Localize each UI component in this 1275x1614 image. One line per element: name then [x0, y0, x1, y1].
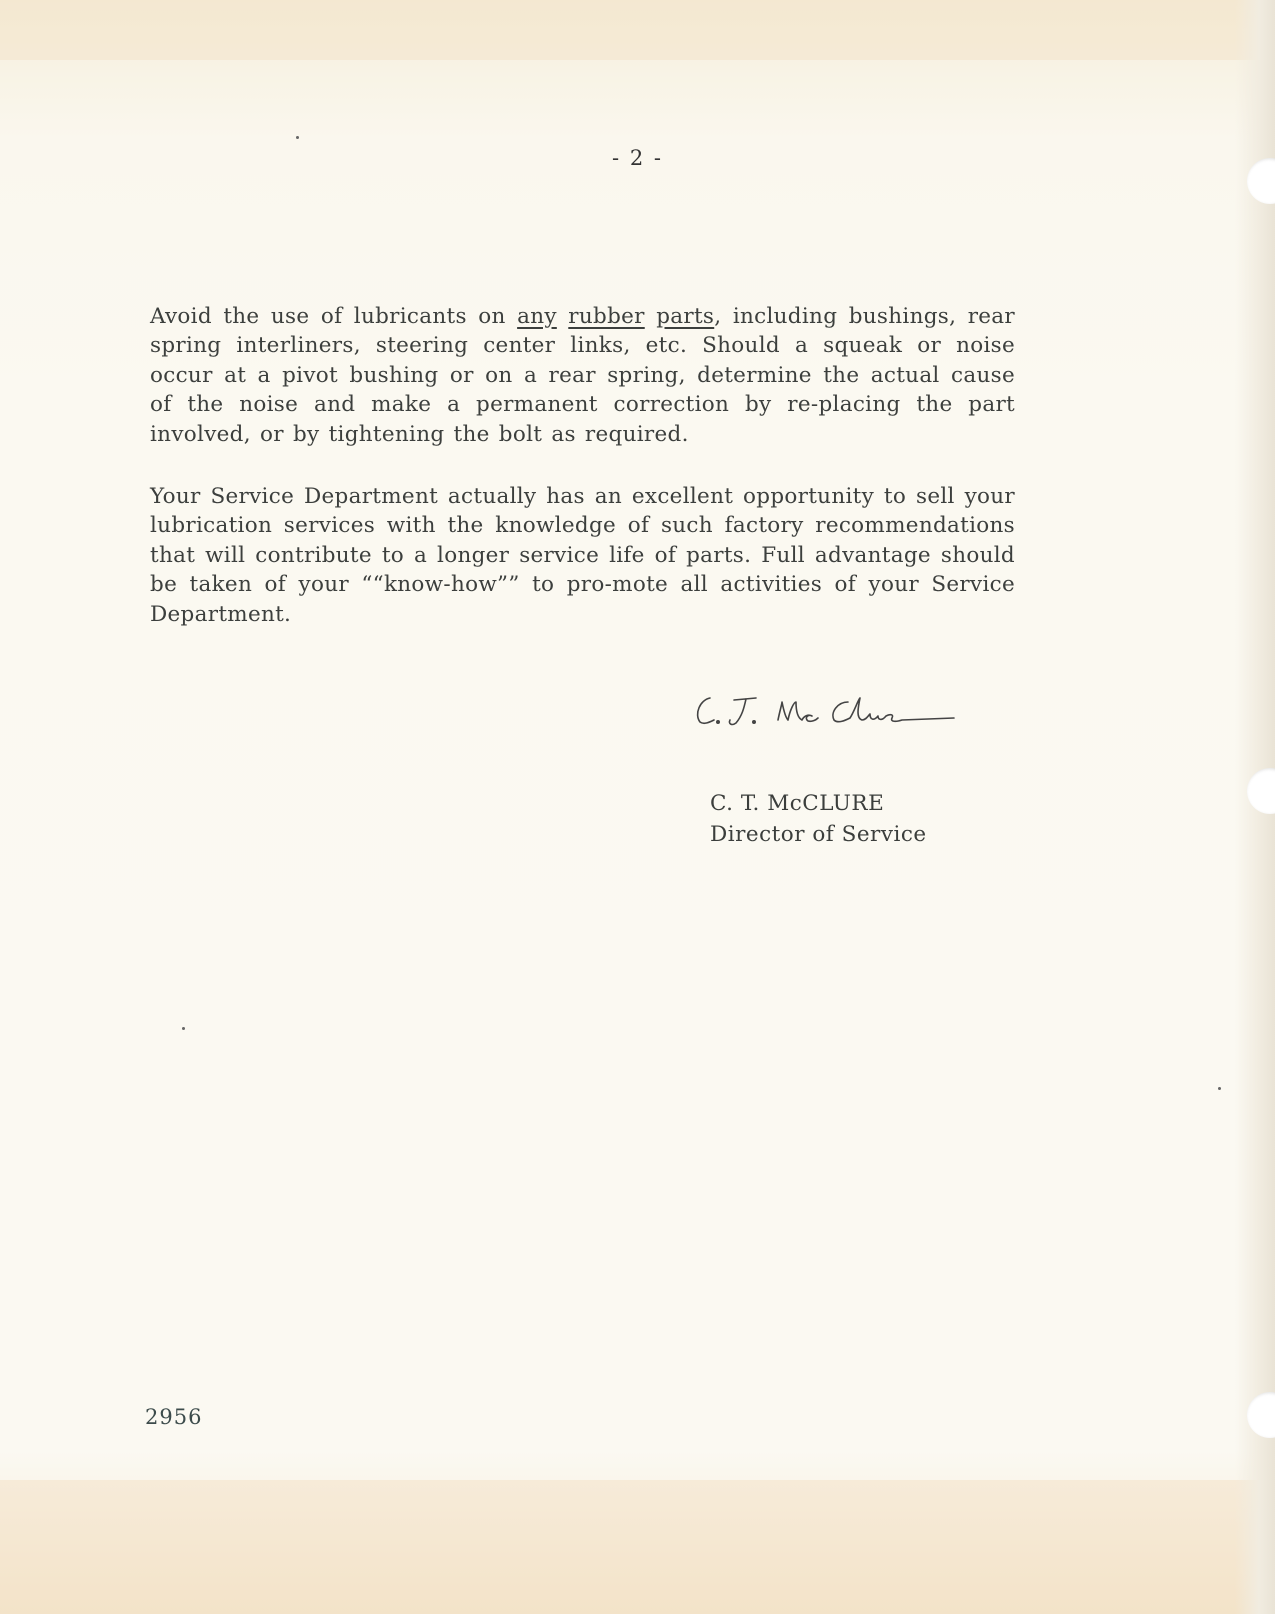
- underlined-word-rubber: rubber: [568, 303, 645, 329]
- handwritten-signature: [690, 690, 960, 730]
- signer-name: C. T. McCLURE: [710, 791, 885, 816]
- paragraph-1-text-after: , including bushings, rear spring interliners, steering center links, etc. Should a squeak or noise occur at a pivot bushing or on a rear spring, determine the actual cause of the noise and make a permanent correction by re-placing the part involved, or by tightening the bolt as required.: [150, 303, 1015, 447]
- paragraph-lubricant-warning: [150, 302, 1015, 450]
- paper-speck: [296, 136, 299, 139]
- signer-block: [710, 788, 927, 850]
- underlined-word-parts: parts: [656, 303, 715, 329]
- paragraph-1-text-before: Avoid the use of lubricants on: [150, 303, 518, 329]
- top-discoloration: [0, 0, 1275, 60]
- signature-text: C. T. McClure: [690, 690, 697, 691]
- bottom-discoloration: [0, 1480, 1275, 1614]
- paragraph-service-opportunity: Your Service Department actually has an excellent opportunity to sell your lubrication services with the knowledge of such factory recommendations that will contribute to a longer service life of parts. Full advantage should be taken of your ““know-how”” to pro-mote all activities of your Service Department.: [150, 483, 1015, 627]
- underlined-word-any: any: [517, 303, 557, 329]
- signer-title: Director of Service: [710, 822, 927, 847]
- paper-speck: [182, 1027, 185, 1030]
- page-number: - 2 -: [612, 146, 663, 170]
- document-code: 2956: [145, 1405, 203, 1429]
- paper-speck: [1218, 1087, 1221, 1090]
